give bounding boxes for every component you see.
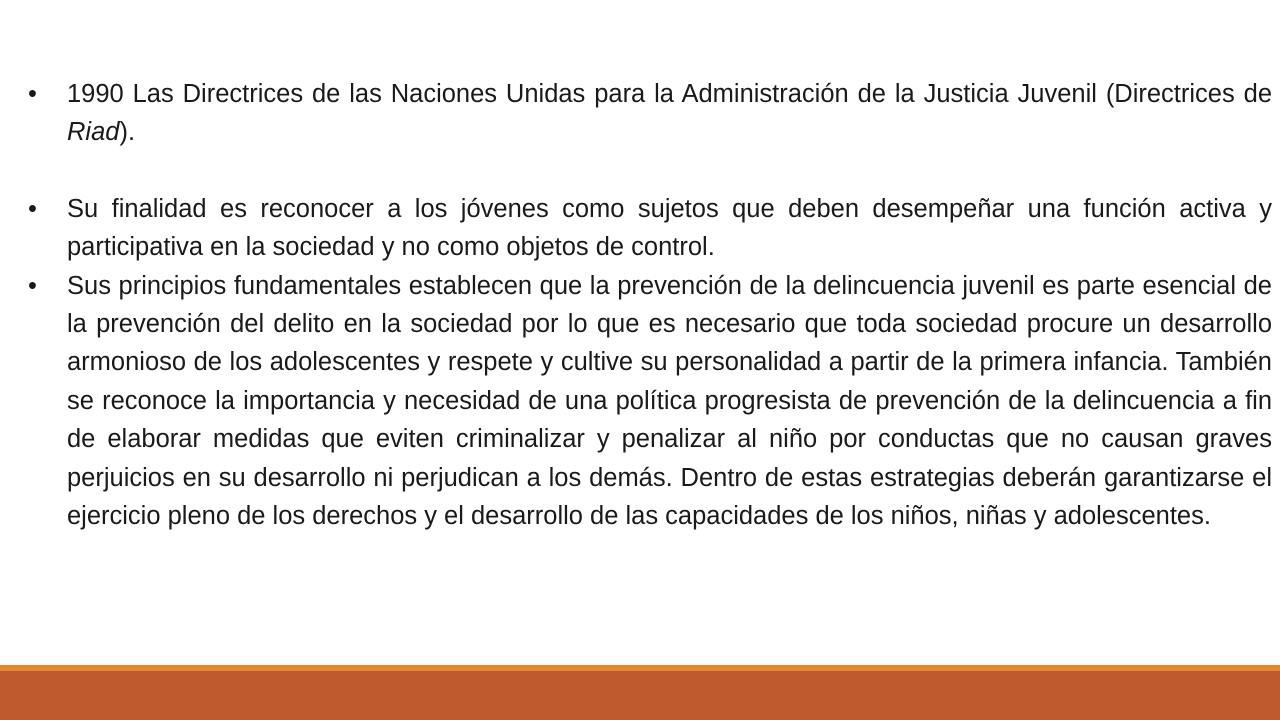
bullet-item-riad-guidelines <box>28 75 1272 152</box>
bullet-text-principios: Sus principios fundamentales establecen que la prevención de la delincuencia juvenil es parte esencial de la prevención del delito en la sociedad por lo que es necesario que toda sociedad procure un desarrollo armonioso de los adolescentes y respete y cultive su personalidad a partir de la primera infancia. También se reconoce la importancia y necesidad de una política progresista de prevención de la delincuencia a fin de elaborar medidas que eviten criminalizar y penalizar al niño por conductas que no causan graves perjuicios en su desarrollo ni perjudican a los demás. Dentro de estas estrategias deberán garantizarse el ejercicio pleno de los derechos y el desarrollo de las capacidades de los niños, niñas y adolescentes. <box>67 271 1272 531</box>
bullet-item-finalidad <box>28 190 1272 267</box>
bullet-text-riad-italic: Riad <box>67 118 120 147</box>
bullet-text-finalidad: Su finalidad es reconocer a los jóvenes como sujetos que deben desempeñar una función activa y participativa en la sociedad y no como objetos de control. <box>67 194 1272 262</box>
bullet-icon: • <box>28 194 37 223</box>
bullet-icon: • <box>28 80 37 108</box>
bullet-text-closing: ). <box>119 118 136 147</box>
footer-bar <box>0 671 1280 720</box>
bullet-icon: • <box>28 271 37 300</box>
bullet-list <box>28 75 1272 535</box>
bullet-item-principios <box>28 267 1272 536</box>
bullet-text-1990-directrices: 1990 Las Directrices de las Naciones Unidas para la Administración de la Justicia Juvenil (Directrices de <box>67 80 1272 108</box>
